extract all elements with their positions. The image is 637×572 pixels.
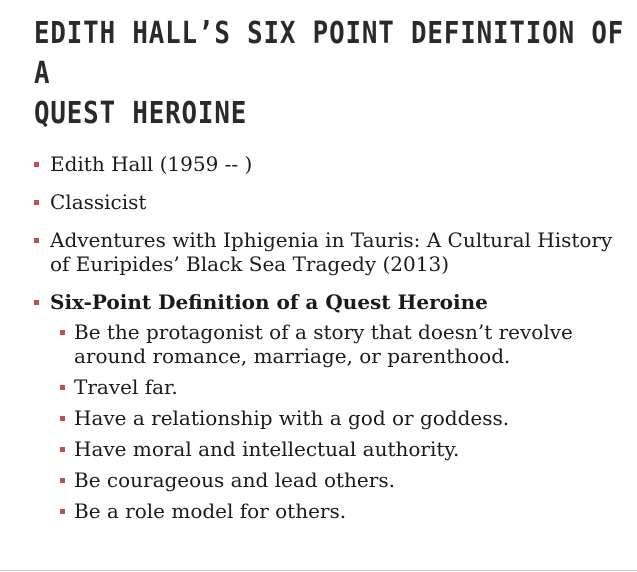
sub-bullet-list [34,320,624,523]
bullet-item [34,290,624,314]
square-bullet-icon [60,447,65,452]
sub-bullet-item [74,499,624,523]
sub-bullet-text: Be courageous and lead others. [74,468,395,492]
bullet-item [34,228,624,276]
sub-bullet-text: Have a relationship with a god or goddess. [74,406,510,430]
square-bullet-icon [60,509,65,514]
bullet-text: Classicist [50,190,147,214]
square-bullet-icon [34,162,39,167]
bullet-item [34,152,624,176]
slide-title [34,14,627,134]
square-bullet-icon [60,330,65,335]
sub-bullet-text: Travel far. [74,375,178,399]
slide-title-line-2: QUEST HEROINE [34,96,248,131]
sub-bullet-text: Be a role model for others. [74,499,347,523]
bullet-text: Six-Point Definition of a Quest Heroine [50,290,488,314]
sub-bullet-text: Be the protagonist of a story that doesn’t revolve around romance, marriage, or parenthood. [74,320,573,368]
bullet-text: Edith Hall (1959 -- ) [50,152,253,176]
bullet-list [34,152,624,530]
bullet-text: Adventures with Iphigenia in Tauris: A Cultural History of Euripides’ Black Sea Tragedy (2013) [50,228,613,276]
square-bullet-icon [34,300,39,305]
sub-bullet-item [74,320,624,368]
square-bullet-icon [34,238,39,243]
sub-bullet-item [74,406,624,430]
square-bullet-icon [34,200,39,205]
bullet-item [34,190,624,214]
square-bullet-icon [60,416,65,421]
slide-title-line-1: EDITH HALL’S SIX POINT DEFINITION OF A [34,16,625,91]
square-bullet-icon [60,478,65,483]
sub-bullet-item [74,468,624,492]
sub-bullet-item [74,437,624,461]
sub-bullet-text: Have moral and intellectual authority. [74,437,460,461]
sub-bullet-item [74,375,624,399]
slide-bottom-divider [0,570,637,571]
square-bullet-icon [60,385,65,390]
